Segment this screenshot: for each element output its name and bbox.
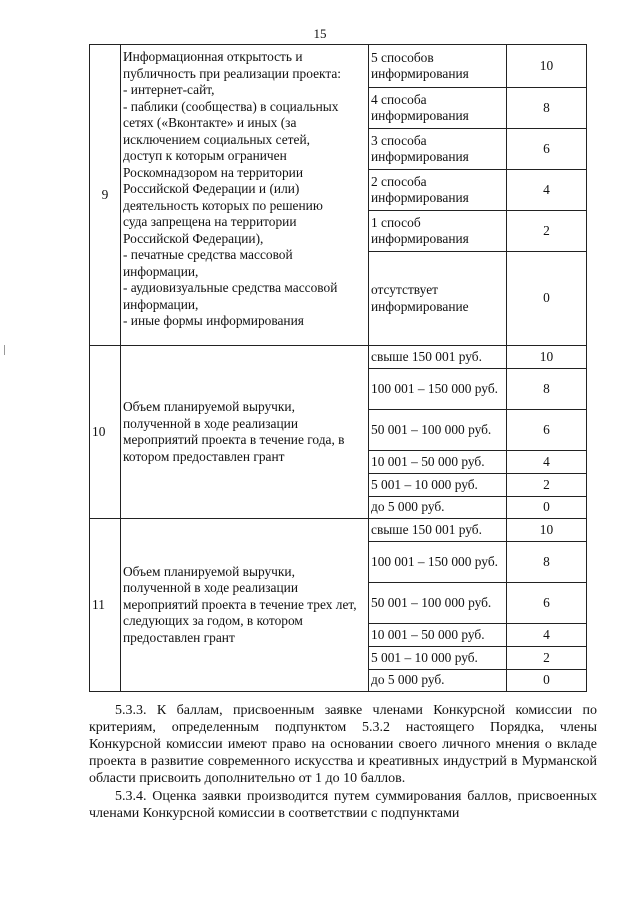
option-score: 6	[507, 129, 587, 170]
option-label: 1 способ информирования	[369, 211, 507, 252]
option-score: 4	[507, 170, 587, 211]
table-row	[90, 346, 587, 369]
criterion-description	[121, 45, 369, 346]
option-score: 8	[507, 542, 587, 583]
description-line: доступ к которым ограничен	[123, 148, 287, 163]
option-score: 10	[507, 45, 587, 88]
option-score: 0	[507, 497, 587, 519]
paragraph-5-3-4: 5.3.4. Оценка заявки производится путем суммирования баллов, присвоенных членами Конкурсной комиссии в соответствии с подпунктами	[89, 789, 597, 821]
option-score: 10	[507, 346, 587, 369]
option-label: 3 способа информирования	[369, 129, 507, 170]
option-label: 50 001 – 100 000 руб.	[369, 583, 507, 624]
criterion-number: 11	[90, 519, 121, 692]
description-line: информации,	[123, 296, 199, 312]
option-label: 100 001 – 150 000 руб.	[369, 542, 507, 583]
option-label: 5 способов информирования	[369, 45, 507, 88]
option-score: 6	[507, 583, 587, 624]
page-number: 15	[313, 26, 327, 41]
table-row	[90, 45, 587, 88]
option-label: 5 001 – 10 000 руб.	[369, 647, 507, 670]
description-line: информации,	[123, 263, 199, 279]
option-score: 2	[507, 647, 587, 670]
description-line: Российской Федерации и (или)	[123, 181, 300, 196]
option-label: 10 001 – 50 000 руб.	[369, 451, 507, 474]
option-label: 10 001 – 50 000 руб.	[369, 624, 507, 647]
criterion-number: 10	[90, 346, 121, 519]
option-label: 50 001 – 100 000 руб.	[369, 410, 507, 451]
option-score: 0	[507, 670, 587, 692]
option-label: свыше 150 001 руб.	[369, 519, 507, 542]
margin-mark	[4, 345, 5, 355]
option-score: 0	[507, 252, 587, 346]
table-row	[90, 519, 587, 542]
option-label: до 5 000 руб.	[369, 670, 507, 692]
description-line: - интернет-сайт,	[123, 82, 215, 97]
description-line: - паблики (сообщества) в социальных	[123, 98, 339, 114]
paragraph-5-3-3: 5.3.3. К баллам, присвоенным заявке членами Конкурсной комиссии по критериям, определенным подпунктом 5.3.2 настоящего Порядка, члены Конкурсной комиссии имеют право на основании своего личного мнения о вкладе проекта в развитие современного искусства и креативных индустрий в Мурманской области присвоить дополнительно от 1 до 10 баллов.	[89, 703, 597, 786]
description-line: деятельность которых по решению	[123, 197, 323, 213]
description-line: Роскомнадзором на территории	[123, 164, 303, 180]
criteria-table	[89, 44, 587, 692]
option-label: 2 способа информирования	[369, 170, 507, 211]
criterion-description: Объем планируемой выручки, полученной в ходе реализации мероприятий проекта в течение трех лет, следующих за годом, в котором предоставлен грант	[121, 519, 369, 692]
description-line: Информационная открытость и	[123, 49, 303, 64]
criterion-description: Объем планируемой выручки, полученной в ходе реализации мероприятий проекта в течение года, в котором предоставлен грант	[121, 346, 369, 519]
option-score: 4	[507, 451, 587, 474]
option-score: 8	[507, 88, 587, 129]
option-score: 8	[507, 369, 587, 410]
description-line: исключением социальных сетей,	[123, 131, 310, 147]
option-label: до 5 000 руб.	[369, 497, 507, 519]
option-label: 5 001 – 10 000 руб.	[369, 474, 507, 497]
criterion-number: 9	[90, 45, 121, 346]
description-line: - печатные средства массовой	[123, 247, 293, 262]
description-line: - аудиовизуальные средства массовой	[123, 280, 338, 295]
description-line: - иные формы информирования	[123, 313, 304, 328]
option-score: 4	[507, 624, 587, 647]
description-line: Российской Федерации),	[123, 230, 264, 246]
option-label: 4 способа информирования	[369, 88, 507, 129]
option-score: 6	[507, 410, 587, 451]
description-line: суда запрещена на территории	[123, 214, 297, 229]
option-score: 2	[507, 474, 587, 497]
option-score: 2	[507, 211, 587, 252]
option-score: 10	[507, 519, 587, 542]
option-label: свыше 150 001 руб.	[369, 346, 507, 369]
option-label: 100 001 – 150 000 руб.	[369, 369, 507, 410]
option-label: отсутствует информирование	[369, 252, 507, 346]
description-line: публичность при реализации проекта:	[123, 65, 342, 81]
description-line: сетях («Вконтакте» и иных (за	[123, 115, 297, 130]
